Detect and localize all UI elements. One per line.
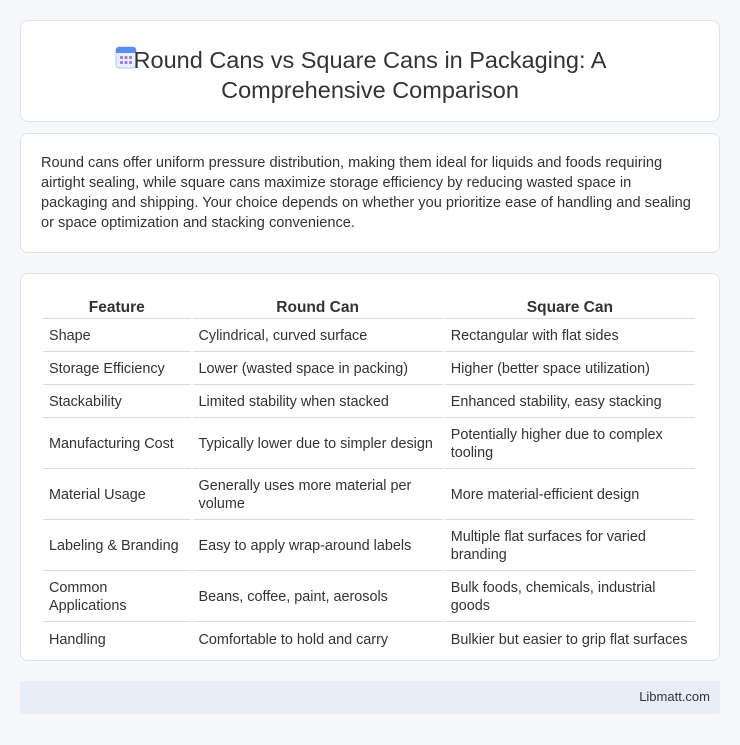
square-can-cell: Multiple flat surfaces for varied branding bbox=[445, 522, 695, 571]
table-row bbox=[43, 471, 695, 520]
feature-cell: Storage Efficiency bbox=[43, 354, 191, 385]
page-title-line-1: Round Cans vs Square Cans in Packaging: A bbox=[133, 47, 607, 73]
feature-cell: Stackability bbox=[43, 387, 191, 418]
comparison-table-card bbox=[20, 273, 720, 661]
square-can-cell: Bulk foods, chemicals, industrial goods bbox=[445, 573, 695, 622]
square-can-cell: More material-efficient design bbox=[445, 471, 695, 520]
table-row bbox=[43, 573, 695, 622]
square-can-cell: Higher (better space utilization) bbox=[445, 354, 695, 385]
round-can-cell: Limited stability when stacked bbox=[193, 387, 443, 418]
table-row bbox=[43, 321, 695, 352]
round-can-cell: Beans, coffee, paint, aerosols bbox=[193, 573, 443, 622]
feature-cell: Labeling & Branding bbox=[43, 522, 191, 571]
round-can-cell: Lower (wasted space in packing) bbox=[193, 354, 443, 385]
table-row bbox=[43, 624, 695, 655]
round-can-cell: Cylindrical, curved surface bbox=[193, 321, 443, 352]
table-row bbox=[43, 387, 695, 418]
square-can-cell: Rectangular with flat sides bbox=[445, 321, 695, 352]
comparison-table bbox=[41, 294, 697, 657]
round-can-cell: Typically lower due to simpler design bbox=[193, 420, 443, 469]
table-row bbox=[43, 522, 695, 571]
feature-cell: Material Usage bbox=[43, 471, 191, 520]
intro-card bbox=[20, 133, 720, 253]
feature-cell: Shape bbox=[43, 321, 191, 352]
header-feature: Feature bbox=[43, 296, 191, 319]
table-header-row bbox=[43, 296, 695, 319]
square-can-cell: Bulkier but easier to grip flat surfaces bbox=[450, 631, 688, 648]
round-can-cell: Comfortable to hold and carry bbox=[198, 631, 389, 648]
title-card bbox=[20, 20, 720, 122]
page-title-line-2: Comprehensive Comparison bbox=[221, 77, 519, 103]
square-can-cell: Enhanced stability, easy stacking bbox=[445, 387, 695, 418]
square-can-cell: Potentially higher due to complex tooling bbox=[445, 420, 695, 469]
table-row bbox=[43, 420, 695, 469]
header-round-can: Round Can bbox=[193, 296, 443, 319]
feature-cell: Manufacturing Cost bbox=[43, 420, 191, 469]
round-can-cell: Easy to apply wrap-around labels bbox=[193, 522, 443, 571]
footer bbox=[20, 681, 720, 714]
round-can-cell: Generally uses more material per volume bbox=[193, 471, 443, 520]
page-title bbox=[21, 45, 719, 105]
footer-site-link[interactable]: Libmatt.com bbox=[639, 689, 710, 704]
table-row bbox=[43, 354, 695, 385]
feature-cell: Common Applications bbox=[43, 573, 191, 622]
header-square-can: Square Can bbox=[445, 296, 695, 319]
feature-cell: Handling bbox=[49, 631, 106, 648]
intro-text: Round cans offer uniform pressure distribution, making them ideal for liquids and foods requiring airtight sealing, while square cans maximize storage efficiency by reducing wasted space in packaging and shipping. Your choice depends on whether you prioritize ease of handling and sealing or space optimization and stacking convenience. bbox=[41, 155, 691, 231]
